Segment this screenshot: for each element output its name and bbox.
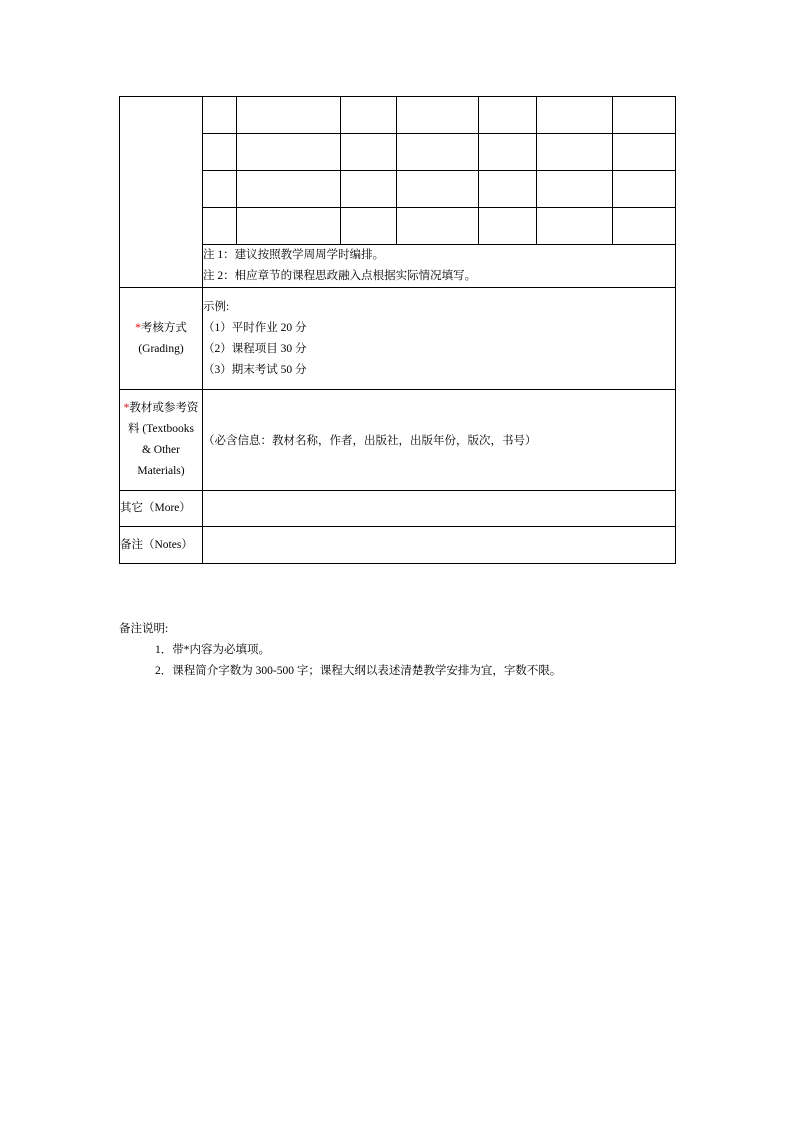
materials-label-line4: Materials) xyxy=(137,465,185,477)
schedule-cell[interactable] xyxy=(397,134,479,171)
schedule-cell[interactable] xyxy=(341,208,397,245)
course-syllabus-table xyxy=(119,96,676,564)
schedule-cell[interactable] xyxy=(237,171,341,208)
schedule-cell[interactable] xyxy=(397,208,479,245)
remarks-item-1: 1．带*内容为必填项。 xyxy=(155,644,270,656)
schedule-notes xyxy=(203,245,676,288)
schedule-cell[interactable] xyxy=(479,97,537,134)
schedule-note-1: 注 1：建议按照教学周周学时编排。 xyxy=(203,249,385,261)
materials-content[interactable] xyxy=(203,390,676,491)
notes-label: 备注（Notes） xyxy=(120,527,203,564)
grading-item-3: （3）期末考试 50 分 xyxy=(203,363,307,376)
schedule-cell[interactable] xyxy=(479,171,537,208)
schedule-cell[interactable] xyxy=(203,134,237,171)
grading-label xyxy=(120,288,203,390)
schedule-cell[interactable] xyxy=(341,134,397,171)
schedule-cell[interactable] xyxy=(613,134,676,171)
notes-row xyxy=(120,527,676,564)
grading-row xyxy=(120,288,676,390)
schedule-cell[interactable] xyxy=(203,208,237,245)
materials-label xyxy=(120,390,203,491)
more-label: 其它（More） xyxy=(120,491,203,527)
materials-label-line1: 教材或参考资 xyxy=(129,402,199,414)
required-mark: * xyxy=(135,321,141,334)
remarks-item-2: 2．课程简介字数为 300-500 字；课程大纲以表述清楚教学安排为宜，字数不限。 xyxy=(155,665,562,677)
schedule-cell[interactable] xyxy=(613,97,676,134)
schedule-cell[interactable] xyxy=(537,208,613,245)
schedule-row xyxy=(120,97,676,134)
schedule-row xyxy=(120,208,676,245)
schedule-cell[interactable] xyxy=(479,134,537,171)
schedule-note-2: 注 2：相应章节的课程思政融入点根据实际情况填写。 xyxy=(203,270,477,282)
schedule-cell[interactable] xyxy=(341,171,397,208)
required-mark: * xyxy=(123,402,130,414)
schedule-cell[interactable] xyxy=(613,208,676,245)
schedule-cell[interactable] xyxy=(613,171,676,208)
grading-label-en: (Grading) xyxy=(138,342,184,355)
remarks-title: 备注说明: xyxy=(119,623,169,635)
grading-content[interactable] xyxy=(203,288,676,390)
materials-row xyxy=(120,390,676,491)
schedule-row xyxy=(120,134,676,171)
schedule-cell[interactable] xyxy=(397,97,479,134)
materials-label-line3: & Other xyxy=(141,444,180,456)
materials-label-line2: 料 (Textbooks xyxy=(128,423,194,435)
materials-placeholder: （必含信息：教材名称，作者，出版社，出版年份，版次，书号） xyxy=(203,435,537,447)
schedule-cell[interactable] xyxy=(537,97,613,134)
schedule-cell[interactable] xyxy=(341,97,397,134)
schedule-notes-row xyxy=(120,245,676,288)
schedule-cell[interactable] xyxy=(203,97,237,134)
grading-example-title: 示例: xyxy=(203,300,230,313)
grading-item-2: （2）课程项目 30 分 xyxy=(203,342,307,355)
more-content[interactable] xyxy=(203,491,676,527)
schedule-cell[interactable] xyxy=(537,134,613,171)
schedule-cell[interactable] xyxy=(237,134,341,171)
notes-content[interactable] xyxy=(203,527,676,564)
more-row xyxy=(120,491,676,527)
grading-item-1: （1）平时作业 20 分 xyxy=(203,321,307,334)
schedule-cell[interactable] xyxy=(237,208,341,245)
schedule-row xyxy=(120,171,676,208)
schedule-label-cell xyxy=(120,97,203,288)
grading-label-cn: 考核方式 xyxy=(140,321,187,334)
schedule-cell[interactable] xyxy=(397,171,479,208)
schedule-cell[interactable] xyxy=(203,171,237,208)
schedule-cell[interactable] xyxy=(479,208,537,245)
remarks-section xyxy=(119,619,561,682)
schedule-cell[interactable] xyxy=(537,171,613,208)
schedule-cell[interactable] xyxy=(237,97,341,134)
